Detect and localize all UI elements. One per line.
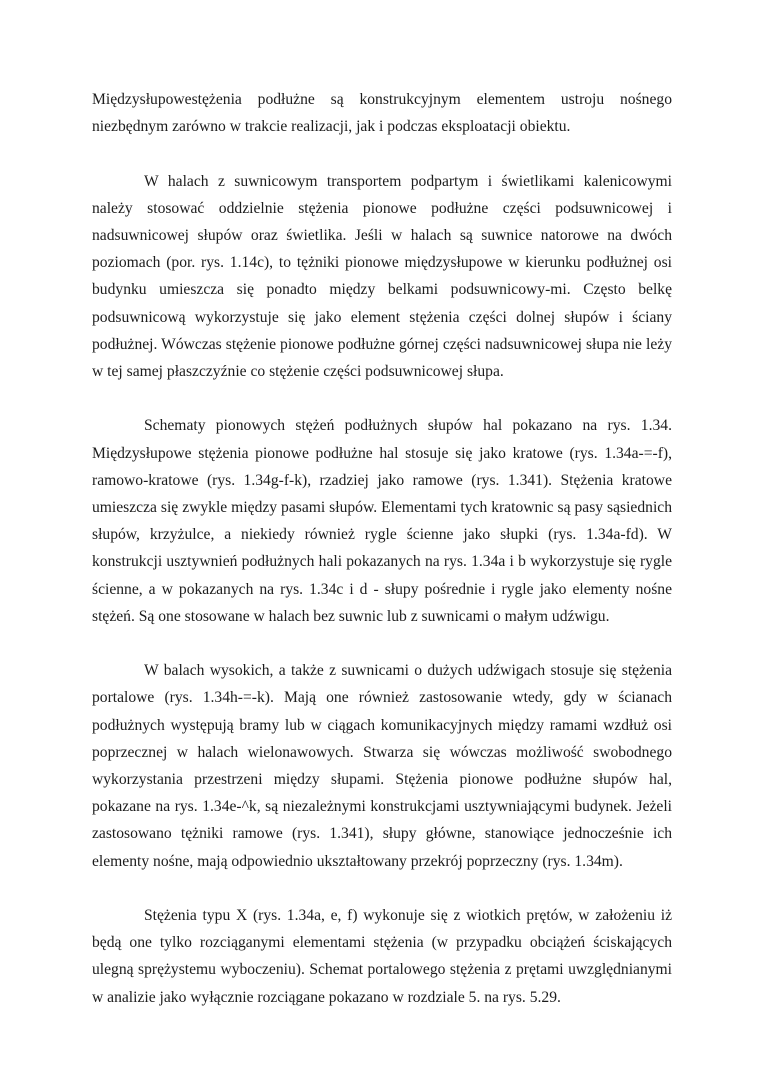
paragraph-intro: Międzysłupowestężenia podłużne są konstrukcyjnym elementem ustroju nośnego niezbędnym zarówno w trakcie realizacji, jak i podczas eksploatacji obiektu.	[92, 91, 672, 136]
paragraph-bracing-schemes: Schematy pionowych stężeń podłużnych słupów hal pokazano na rys. 1.34. Międzysłupowe stężenia pionowe podłużne hal stosuje się jako kratowe (rys. 1.34a-=-f), ramowo-kratowe (rys. 1.34g-f-k), rzadziej jako ramowe (rys. 1.341). Stężenia kratowe umieszcza się zwykle między pasami słupów. Elementami tych kratownic są pasy sąsiednich słupów, krzyżulce, a niekiedy również rygle ścienne jako słupki (rys. 1.34a-fd). W konstrukcji usztywnień podłużnych hali pokazanych na rys. 1.34a i b wykorzystuje się rygle ścienne, a w pokazanych na rys. 1.34c i d - słupy pośrednie i rygle jako elementy nośne stężeń. Są one stosowane w halach bez suwnic lub z suwnicami o małym udźwigu.	[92, 417, 672, 625]
paragraph-x-bracing: Stężenia typu X (rys. 1.34a, e, f) wykonuje się z wiotkich prętów, w założeniu iż będą one tylko rozciąganymi elementami stężenia (w przypadku obciążeń ściskających ulegną sprężystemu wyboczeniu). Schemat portalowego stężenia z prętami uwzględnianymi w analizie jako wyłącznie rozciągane pokazano w rozdziale 5. na rys. 5.29.	[92, 907, 672, 1006]
paragraph-portal-bracing: W balach wysokich, a także z suwnicami o dużych udźwigach stosuje się stężenia portalowe (rys. 1.34h-=-k). Mają one również zastosowanie wtedy, gdy w ścianach podłużnych występują bramy lub w ciągach komunikacyjnych między ramami wzdłuż osi poprzecznej w halach wielonawowych. Stwarza się wówczas możliwość swobodnego wykorzystania przestrzeni między słupami. Stężenia pionowe podłużne słupów hal, pokazane na rys. 1.34e-^k, są niezależnymi konstrukcjami usztywniającymi budynek. Jeżeli zastosowano tężniki ramowe (rys. 1.341), słupy główne, stanowiące jednocześnie ich elementy nośne, mają odpowiednio ukształtowany przekrój poprzeczny (rys. 1.34m).	[92, 662, 672, 870]
paragraph-crane-halls: W halach z suwnicowym transportem podpartym i świetlikami kalenicowymi należy stosować oddzielnie stężenia pionowe podłużne części podsuwnicowej i nadsuwnicowej słupów oraz świetlika. Jeśli w halach są suwnice natorowe na dwóch poziomach (por. rys. 1.14c), to tężniki pionowe międzysłupowe w kierunku podłużnej osi budynku umieszcza się ponadto między belkami podsuwnicowy-mi. Często belkę podsuwnicową wykorzystuje się jako element stężenia części dolnej słupów i ściany podłużnej. Wówczas stężenie pionowe podłużne górnej części nadsuwnicowej słupa nie leży w tej samej płaszczyźnie co stężenie części podsuwnicowej słupa.	[92, 172, 672, 381]
